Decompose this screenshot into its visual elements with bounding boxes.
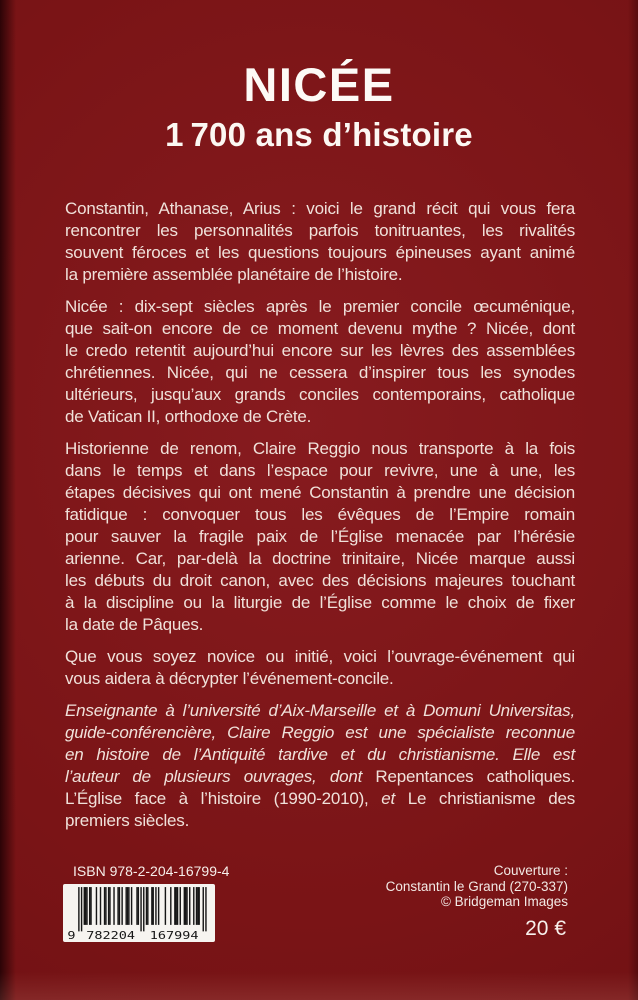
paragraph-historienne: [65, 438, 575, 636]
credit-line: Constantin le Grand (270-337): [385, 878, 568, 894]
text-line: [65, 766, 575, 788]
back-cover-text: [65, 198, 575, 842]
text-line: ultérieurs, jusqu’aux grands conciles contemporains, catholique: [65, 385, 575, 404]
paragraph-conclusion: [65, 646, 575, 690]
text-line: pour sauver la fragile paix de l’Église menacée par l’hérésie: [65, 527, 575, 546]
text-line: chrétiennes. Nicée, qui ne cessera d’inspirer tous les synodes: [65, 363, 575, 382]
bio-segment: l’auteur de plusieurs ouvrages, dont: [65, 767, 376, 786]
paragraph-intro: [65, 198, 575, 286]
barcode-bars: [66, 886, 212, 940]
text-line: le credo retentit aujourd’hui encore sur les lèvres des assemblées: [65, 341, 575, 360]
credit-line: © Bridgeman Images: [440, 894, 568, 909]
text-line: rencontrer les personnalités parfois tonitruantes, les rivalités: [65, 221, 575, 240]
barcode-digit-group: 782204: [86, 929, 135, 940]
book-title-reference: L’Église face à l’histoire (1990-2010),: [65, 789, 382, 808]
text-line: [65, 788, 575, 810]
text-line: Nicée : dix-sept siècles après le premier concile œcuménique,: [65, 297, 575, 316]
credit-line: Couverture :: [493, 863, 568, 878]
paragraph-nicee: [65, 296, 575, 428]
bio-segment: en histoire de l’Antiquité tardive et du christianisme. Elle est: [65, 745, 575, 764]
text-line: arienne. Car, par-delà la doctrine trinitaire, Nicée marque aussi: [65, 549, 575, 568]
barcode-digit-group: 9: [67, 929, 76, 940]
bio-segment: guide-conférencière, Claire Reggio est une spécialiste reconnue: [65, 723, 575, 742]
text-line: [65, 744, 575, 766]
text-line: Constantin, Athanase, Arius : voici le grand récit qui vous fera: [65, 199, 575, 218]
text-line: la première assemblée planétaire de l’histoire.: [65, 265, 403, 284]
book-title-reference: Le christianisme des: [407, 789, 575, 808]
text-line: Que vous soyez novice ou initié, voici l’ouvrage-événement qui: [65, 647, 575, 666]
book-title-reference: premiers siècles.: [65, 811, 190, 830]
book-title-reference: Repentances catholiques.: [375, 767, 575, 786]
text-line: les débuts du droit canon, avec des décisions majeures touchant: [65, 571, 575, 590]
text-line: Historienne de renom, Claire Reggio nous transporte à la fois: [65, 439, 575, 458]
text-line: fatidique : convoquer tous les évêques de l’Empire romain: [65, 505, 575, 524]
text-line: [65, 810, 575, 832]
price-label: 20 €: [525, 917, 566, 940]
text-line: [65, 700, 575, 722]
text-line: [65, 722, 575, 744]
text-line: dans le temps et dans l’espace pour revivre, une à une, les: [65, 461, 575, 480]
text-line: de Vatican II, orthodoxe de Crète.: [65, 407, 312, 426]
text-line: que sait-on encore de ce moment devenu mythe ? Nicée, dont: [65, 319, 575, 338]
barcode: [63, 884, 215, 942]
text-line: étapes décisives qui ont mené Constantin à prendre une décision: [65, 483, 575, 502]
book-title: NICÉE: [243, 58, 395, 111]
text-line: vous aidera à décrypter l’événement-concile.: [65, 669, 394, 688]
isbn-label: ISBN 978-2-204-16799-4: [73, 863, 230, 879]
bio-segment: et: [381, 789, 408, 808]
author-bio: [65, 700, 575, 832]
cover-credits: [386, 863, 568, 910]
bio-segment: Enseignante à l’université d’Aix-Marseille et à Domuni Universitas,: [65, 701, 575, 720]
text-line: la date de Pâques.: [65, 615, 204, 634]
book-subtitle: 1 700 ans d’histoire: [165, 116, 473, 153]
text-line: souvent féroces et les questions toujours épineuses ayant animé: [65, 243, 575, 262]
barcode-digit-group: 167994: [149, 929, 199, 940]
text-line: à la discipline ou la liturgie de l’Église comme le choix de fixer: [65, 593, 575, 612]
